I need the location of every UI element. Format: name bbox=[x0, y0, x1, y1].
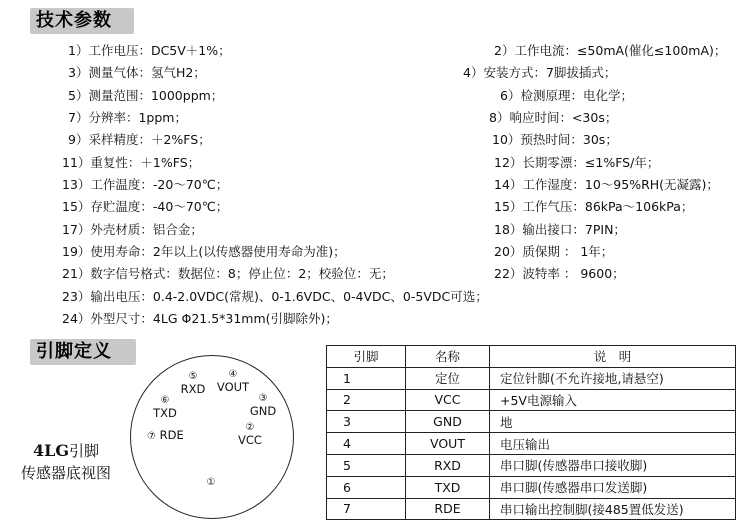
pin-name: VCC bbox=[238, 433, 262, 447]
table-header-row bbox=[327, 346, 736, 368]
spec-item: 3）测量气体：氢气H2； bbox=[68, 65, 206, 80]
spec-item: 24）外型尺寸：4LG Φ21.5*31mm(引脚除外)； bbox=[62, 311, 338, 326]
spec-item: 15）工作气压：86kPa～106kPa； bbox=[494, 199, 694, 214]
pin-number: ① bbox=[206, 477, 216, 488]
cell-name: GND bbox=[406, 411, 490, 433]
table-row bbox=[327, 476, 736, 498]
cell-desc: 电压输出 bbox=[490, 433, 736, 455]
cell-pin: 1 bbox=[327, 367, 406, 389]
pin-6 bbox=[150, 396, 180, 420]
spec-item: 19）使用寿命：2年以上(以传感器使用寿命为准)； bbox=[62, 244, 346, 259]
model-label: 4LG bbox=[32, 441, 70, 460]
pin-2 bbox=[234, 423, 266, 447]
spec-item: 4）安装方式：7脚拔插式； bbox=[463, 65, 617, 80]
spec-item: 7）分辨率：1ppm； bbox=[68, 110, 187, 125]
spec-item: 1）工作电压：DC5V＋1%； bbox=[68, 43, 231, 58]
spec-item: 14）工作湿度：10～95%RH(无凝露)； bbox=[494, 177, 719, 192]
cell-desc: +5V电源输入 bbox=[490, 389, 736, 411]
bottom-view-label bbox=[2, 440, 130, 461]
cell-pin: 5 bbox=[327, 454, 406, 476]
cell-pin: 2 bbox=[327, 389, 406, 411]
spec-item: 20）质保期 ： 1年； bbox=[494, 244, 614, 259]
pin-3 bbox=[247, 394, 279, 418]
cell-pin: 6 bbox=[327, 476, 406, 498]
spec-item: 13）工作温度：-20～70℃； bbox=[62, 177, 229, 192]
pin-5 bbox=[178, 372, 208, 396]
table-row bbox=[327, 411, 736, 433]
pin-name: GND bbox=[249, 404, 277, 418]
table-row bbox=[327, 454, 736, 476]
table-row bbox=[327, 498, 736, 520]
pin-name: RXD bbox=[180, 382, 206, 396]
cell-name: RDE bbox=[406, 498, 490, 520]
spec-item: 22）波特率 ： 9600； bbox=[494, 266, 625, 281]
pin-4 bbox=[216, 370, 250, 394]
pin-word: 引脚 bbox=[69, 442, 100, 460]
spec-item: 17）外壳材质：铝合金； bbox=[62, 222, 203, 237]
spec-item: 9）采样精度：＋2%FS； bbox=[68, 132, 211, 147]
spec-item: 15）存贮温度：-40～70℃； bbox=[62, 199, 229, 214]
col-header-name: 名称 bbox=[406, 346, 490, 368]
table-row bbox=[327, 433, 736, 455]
cell-pin: 3 bbox=[327, 411, 406, 433]
spec-item: 2）工作电流：≤50mA(催化≤100mA)； bbox=[494, 43, 727, 58]
pin-7 bbox=[147, 428, 189, 442]
bottom-view-caption: 传感器底视图 bbox=[20, 464, 111, 482]
cell-name: VCC bbox=[406, 389, 490, 411]
pin-number: ② bbox=[245, 422, 255, 433]
pin-name: VOUT bbox=[216, 380, 250, 394]
cell-desc: 串口脚(传感器串口接收脚) bbox=[490, 454, 736, 476]
cell-name: RXD bbox=[406, 454, 490, 476]
pin-number: ⑥ bbox=[160, 395, 170, 406]
spec-item: 18）输出接口：7PIN； bbox=[494, 222, 626, 237]
spec-item: 23）输出电压：0.4-2.0VDC(常规)、0-1.6VDC、0-4VDC、0-5VDC可选； bbox=[62, 289, 488, 304]
pin-number: ③ bbox=[258, 393, 268, 404]
section-title-pins: 引脚定义 bbox=[30, 339, 136, 365]
pin-name: TXD bbox=[153, 406, 177, 420]
cell-name: TXD bbox=[406, 476, 490, 498]
spec-item: 8）响应时间：<30s； bbox=[489, 110, 618, 125]
cell-desc: 定位针脚(不允许接地,请悬空) bbox=[490, 367, 736, 389]
pin-number: ⑦ bbox=[147, 431, 156, 442]
table-row bbox=[327, 367, 736, 389]
cell-desc: 串口脚(传感器串口发送脚) bbox=[490, 476, 736, 498]
cell-desc: 地 bbox=[490, 411, 736, 433]
spec-item: 21）数字信号格式：数据位：8；停止位：2；校验位：无； bbox=[62, 266, 394, 281]
cell-desc: 串口输出控制脚(接485置低发送) bbox=[490, 498, 736, 520]
pin-number: ④ bbox=[228, 369, 238, 380]
spec-item: 6）检测原理：电化学； bbox=[500, 88, 633, 103]
cell-pin: 7 bbox=[327, 498, 406, 520]
cell-name: 定位 bbox=[406, 367, 490, 389]
cell-name: VOUT bbox=[406, 433, 490, 455]
spec-item: 5）测量范围：1000ppm； bbox=[68, 88, 224, 103]
pin-number: ⑤ bbox=[188, 371, 198, 382]
col-header-pin: 引脚 bbox=[327, 346, 406, 368]
spec-item: 12）长期零漂：≤1%FS/年； bbox=[494, 155, 660, 170]
section-title-specs: 技术参数 bbox=[30, 8, 134, 34]
col-header-desc: 说 明 bbox=[490, 346, 736, 368]
spec-item: 11）重复性：＋1%FS； bbox=[62, 155, 201, 170]
pin-table bbox=[326, 345, 736, 520]
table-row bbox=[327, 389, 736, 411]
pin-name: RDE bbox=[159, 428, 184, 442]
spec-item: 10）预热时间：30s； bbox=[492, 132, 618, 147]
cell-pin: 4 bbox=[327, 433, 406, 455]
pin-1 bbox=[204, 478, 218, 488]
